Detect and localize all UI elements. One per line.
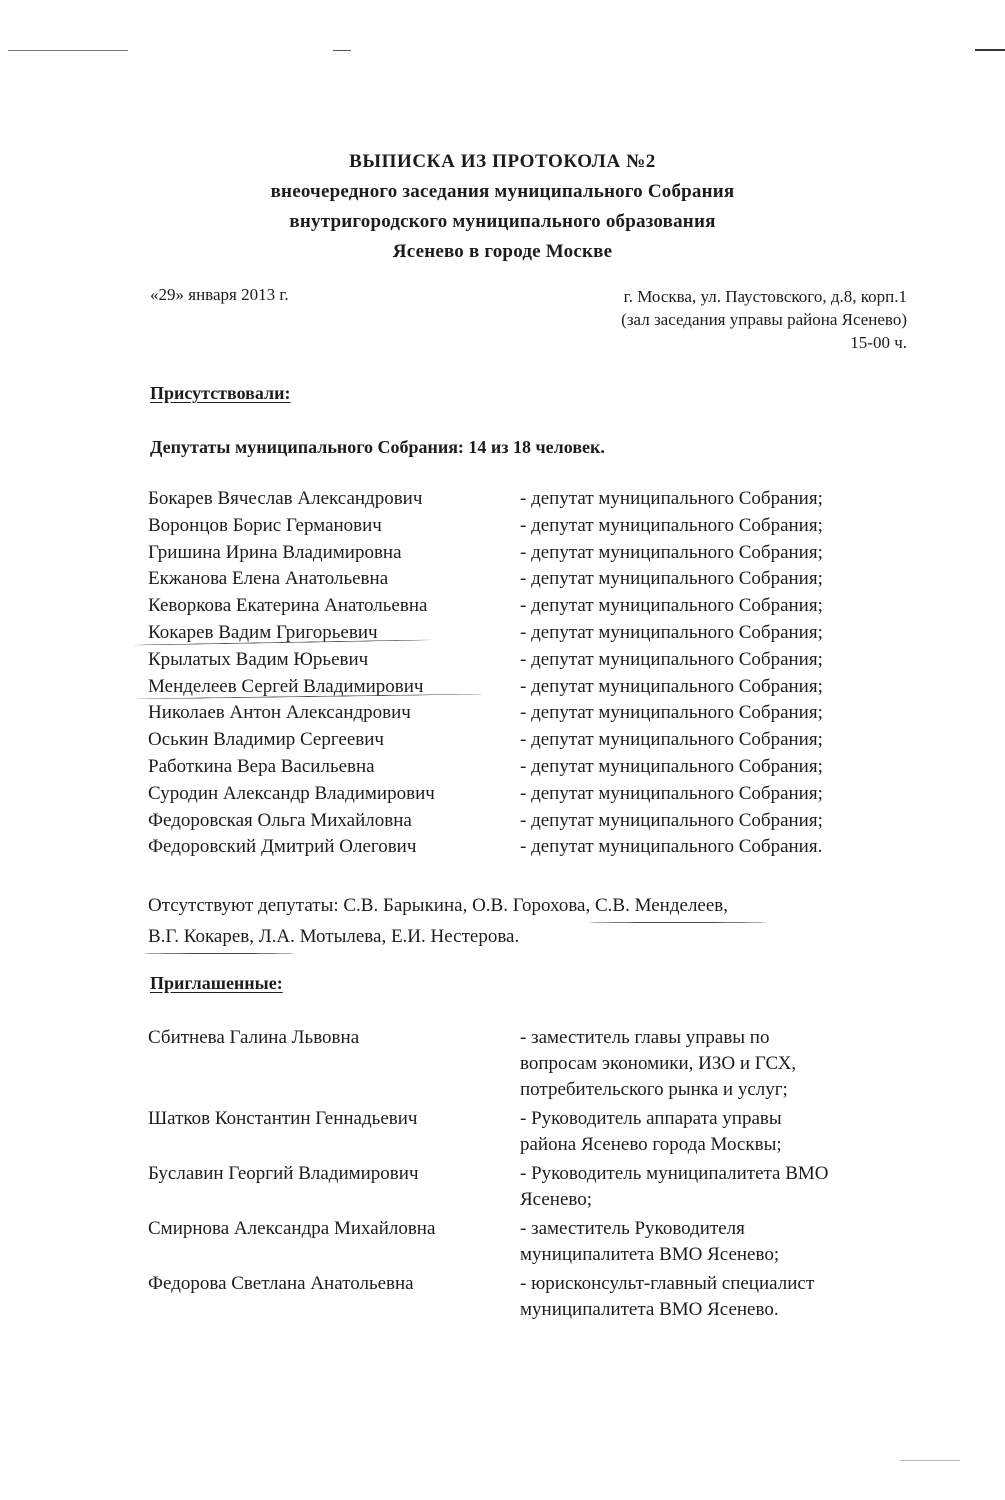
list-item	[148, 1271, 928, 1323]
role-line: - Руководитель аппарата управы	[520, 1108, 782, 1129]
list-item	[148, 620, 908, 647]
list-item	[148, 1216, 928, 1268]
absent-text: С.В. Менделеев,	[595, 895, 729, 916]
role-line: - заместитель главы управы по	[520, 1027, 770, 1048]
list-item	[148, 486, 908, 513]
absent-text: Л.А. Мотылева, Е.И. Нестерова.	[254, 926, 520, 947]
invited-role	[520, 1216, 920, 1268]
list-item	[148, 727, 908, 754]
deputy-name: Николаев Антон Александрович	[148, 702, 411, 724]
deputy-role: - депутат муниципального Собрания;	[520, 595, 823, 617]
place-line: (зал заседания управы района Ясенево)	[621, 310, 907, 329]
list-item	[148, 593, 908, 620]
deputy-role: - депутат муниципального Собрания;	[520, 782, 823, 804]
deputy-name: Федоровский Дмитрий Олегович	[148, 836, 417, 858]
invited-name: Шатков Константин Геннадьевич	[148, 1108, 418, 1129]
role-line: муниципалитета ВМО Ясенево.	[520, 1299, 779, 1320]
document-title	[0, 147, 1005, 267]
deputy-role: - депутат муниципального Собрания;	[520, 755, 823, 777]
place-line: г. Москва, ул. Паустовского, д.8, корп.1	[623, 287, 907, 306]
deputy-role: - депутат муниципального Собрания;	[520, 488, 823, 509]
absent-text-underlined	[148, 926, 254, 947]
place-line: 15-00 ч.	[850, 333, 907, 352]
deputy-name: Менделеев Сергей Владимирович	[148, 675, 424, 697]
meeting-date: «29» января 2013 г.	[150, 285, 289, 304]
deputy-name: Воронцов Борис Германович	[148, 514, 382, 536]
scan-artifact-line	[333, 50, 351, 51]
deputy-role: - депутат муниципального Собрания;	[520, 648, 823, 670]
role-line: вопросам экономики, ИЗО и ГСХ,	[520, 1053, 797, 1074]
title-line: Ясенево в городе Москве	[392, 241, 613, 262]
invited-name: Сбитнева Галина Львовна	[148, 1027, 360, 1048]
absent-deputies	[148, 890, 908, 952]
pen-underline	[144, 953, 294, 954]
scan-artifact-line	[8, 50, 128, 51]
deputy-name: Екжанова Елена Анатольевна	[148, 568, 389, 590]
pen-underline	[589, 922, 767, 923]
deputy-role: - депутат муниципального Собрания;	[520, 514, 823, 536]
absent-text-underlined	[595, 895, 728, 916]
deputy-name: Гришина Ирина Владимировна	[148, 541, 402, 563]
role-line: - Руководитель муниципалитета ВМО	[520, 1163, 829, 1184]
role-line: - заместитель Руководителя	[520, 1218, 745, 1239]
deputy-name: Оськин Владимир Сергеевич	[148, 729, 384, 751]
role-line: - юрисконсульт-главный специалист	[520, 1273, 815, 1294]
list-item	[148, 540, 908, 567]
deputies-list	[148, 486, 908, 861]
invited-heading: Приглашенные:	[150, 973, 283, 993]
invited-name: Смирнова Александра Михайловна	[148, 1218, 436, 1239]
role-line: района Ясенево города Москвы;	[520, 1134, 782, 1155]
invited-role	[520, 1106, 920, 1158]
list-item	[148, 1025, 928, 1103]
scan-artifact-line	[975, 49, 1005, 51]
list-item	[148, 754, 908, 781]
deputy-role: - депутат муниципального Собрания;	[520, 568, 823, 590]
deputy-name: Крылатых Вадим Юрьевич	[148, 648, 369, 670]
absent-text: Отсутствуют депутаты: С.В. Барыкина, О.В. Горохова,	[148, 895, 595, 916]
invited-name: Буславин Георгий Владимирович	[148, 1163, 419, 1184]
title-line: внутригородского муниципального образования	[289, 211, 716, 232]
list-item	[148, 566, 908, 593]
list-item	[148, 513, 908, 540]
deputy-name: Суродин Александр Владимирович	[148, 782, 435, 804]
absent-text: В.Г. Кокарев,	[148, 926, 255, 947]
list-item	[148, 834, 908, 861]
deputy-role: - депутат муниципального Собрания;	[520, 621, 823, 643]
list-item	[148, 1161, 928, 1213]
deputy-role: - депутат муниципального Собрания;	[520, 675, 823, 697]
deputy-role: - депутат муниципального Собрания;	[520, 541, 823, 563]
invited-role	[520, 1271, 920, 1323]
list-item	[148, 647, 908, 674]
deputy-name: Работкина Вера Васильевна	[148, 755, 375, 777]
deputy-name: Федоровская Ольга Михайловна	[148, 809, 412, 831]
invited-role	[520, 1025, 920, 1103]
title-line: ВЫПИСКА ИЗ ПРОТОКОЛА №2	[349, 151, 656, 172]
role-line: Ясенево;	[520, 1189, 592, 1210]
role-line: муниципалитета ВМО Ясенево;	[520, 1244, 780, 1265]
list-item	[148, 674, 908, 701]
list-item	[148, 700, 908, 727]
deputy-role: - депутат муниципального Собрания;	[520, 702, 823, 724]
invited-name: Федорова Светлана Анатольевна	[148, 1273, 414, 1294]
quorum-line: Депутаты муниципального Собрания: 14 из 18 человек.	[150, 437, 605, 457]
list-item	[148, 1106, 928, 1158]
deputy-name: Бокарев Вячеслав Александрович	[148, 488, 423, 509]
deputy-role: - депутат муниципального Собрания;	[520, 729, 823, 751]
deputy-name: Кеворкова Екатерина Анатольевна	[148, 595, 428, 617]
list-item	[148, 781, 908, 808]
deputy-role: - депутат муниципального Собрания.	[520, 836, 823, 858]
deputy-name: Кокарев Вадим Григорьевич	[148, 621, 378, 643]
title-line: внеочередного заседания муниципального Собрания	[270, 181, 735, 202]
invited-role	[520, 1161, 920, 1213]
meeting-place	[621, 285, 907, 354]
list-item	[148, 808, 908, 835]
role-line: потребительского рынка и услуг;	[520, 1079, 788, 1100]
deputy-role: - депутат муниципального Собрания;	[520, 809, 823, 831]
scan-artifact-line	[900, 1460, 960, 1461]
present-heading: Присутствовали:	[150, 383, 291, 403]
invited-list	[148, 1025, 928, 1326]
